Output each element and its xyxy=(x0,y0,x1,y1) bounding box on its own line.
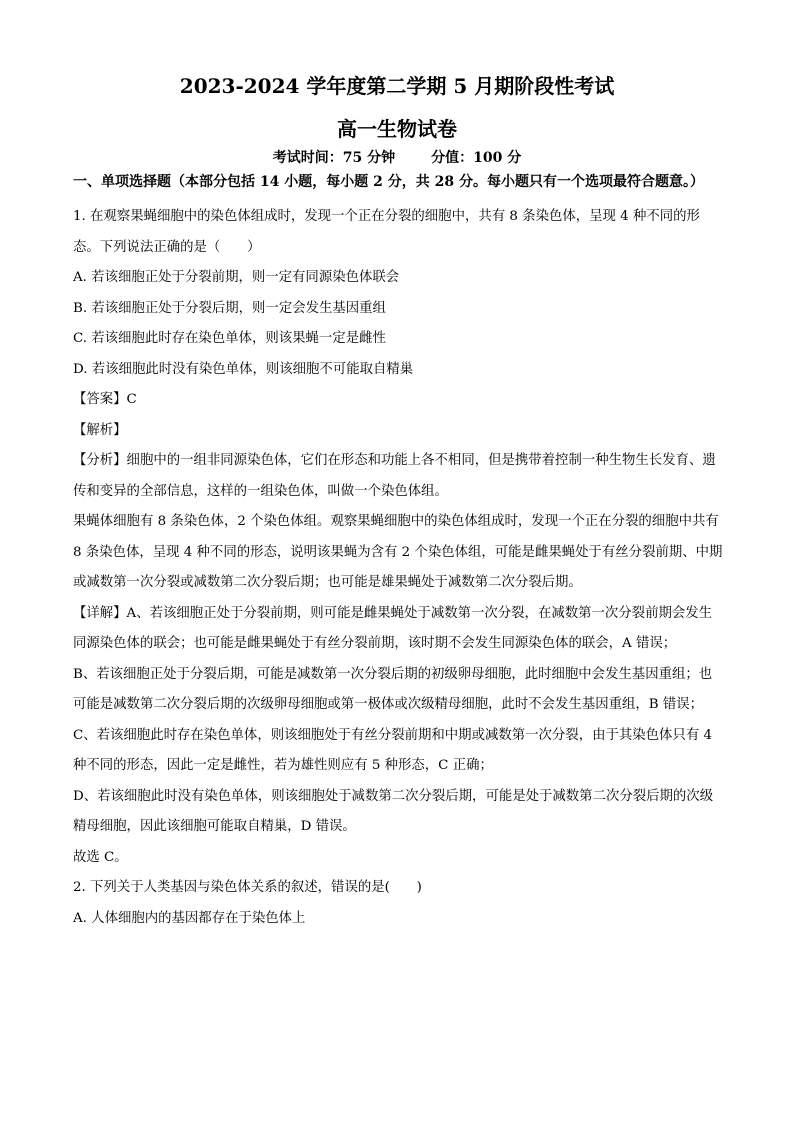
question-1-option-a: A. 若该细胞正处于分裂前期，则一定有同源染色体联会 xyxy=(73,270,400,285)
detail-paragraph-d: D、若该细胞此时没有染色单体，则该细胞处于减数第二次分裂后期，可能是处于减数第二次分裂后期的次级精母细胞，因此该细胞可能取自精巢，D 错误。 xyxy=(73,788,714,834)
question-1-stem: 1. 在观察果蝇细胞中的染色体组成时，发现一个正在分裂的细胞中，共有 8 条染色体，呈现 4 种不同的形态。下列说法正确的是（ ） xyxy=(73,209,700,255)
document-body xyxy=(73,170,723,934)
exam-time: 考试时间：75 分钟 xyxy=(272,150,396,166)
analysis-paragraph: 【分析】细胞中的一组非同源染色体，它们在形态和功能上各不相同，但是携带着控制一种生物生长发育、遗传和变异的全部信息，这样的一组染色体，叫做一个染色体组。 xyxy=(73,453,716,499)
question-1-option-d: D. 若该细胞此时没有染色单体，则该细胞不可能取自精巢 xyxy=(73,361,414,377)
question-2-option-a: A. 人体细胞内的基因都存在于染色体上 xyxy=(73,910,306,926)
analysis-label: 【解析】 xyxy=(73,422,127,438)
exam-title: 2023-2024 学年度第二学期 5 月期阶段性考试 xyxy=(179,74,615,98)
detail-paragraph-a: 【详解】A、若该细胞正处于分裂前期，则可能是雌果蝇处于减数第一次分裂，在减数第一次分裂前期会发生同源染色体的联会；也可能是雌果蝇处于有丝分裂前期，该时期不会发生同源染色体的联会，A 错误； xyxy=(73,605,713,651)
section-heading: 一、单项选择题（本部分包括 14 小题，每小题 2 分，共 28 分。每小题只有一个选项最符合题意。） xyxy=(73,174,704,190)
subject-title: 高一生物试卷 xyxy=(337,117,457,141)
answer-label: 【答案】C xyxy=(73,392,137,407)
conclusion: 故选 C。 xyxy=(73,849,128,865)
question-1-option-c: C. 若该细胞此时存在染色单体，则该果蝇一定是雌性 xyxy=(73,331,386,346)
detail-paragraph-c: C、若该细胞此时存在染色单体，则该细胞处于有丝分裂前期和中期或减数第一次分裂，由于其染色体只有 4 种不同的形态，因此一定是雌性，若为雄性则应有 5 种形态，C 正确； xyxy=(73,727,712,773)
detail-paragraph-b: B、若该细胞正处于分裂后期，可能是减数第一次分裂后期的初级卵母细胞，此时细胞中会发生基因重组；也可能是减数第二次分裂后期的次级卵母细胞或第一极体或次级精母细胞，此时不会发生基因重组，B 错误； xyxy=(73,666,713,712)
question-2-stem: 2. 下列关于人类基因与染色体关系的叙述，错误的是( ) xyxy=(73,880,422,895)
exam-score: 分值：100 分 xyxy=(431,150,522,166)
analysis-paragraph: 果蝇体细胞有 8 条染色体，2 个染色体组。观察果蝇细胞中的染色体组成时，发现一个正在分裂的细胞中共有 8 条染色体，呈现 4 种不同的形态，说明该果蝇为含有 2 个染色体组，可能是雌果蝇处于有丝分裂前期、中期或减数第一次分裂或减数第二次分裂后期；也可能是雄果蝇处于减数第二次分裂后期。 xyxy=(73,514,723,590)
question-1-option-b: B. 若该细胞正处于分裂后期，则一定会发生基因重组 xyxy=(73,300,386,316)
exam-info xyxy=(0,147,794,167)
